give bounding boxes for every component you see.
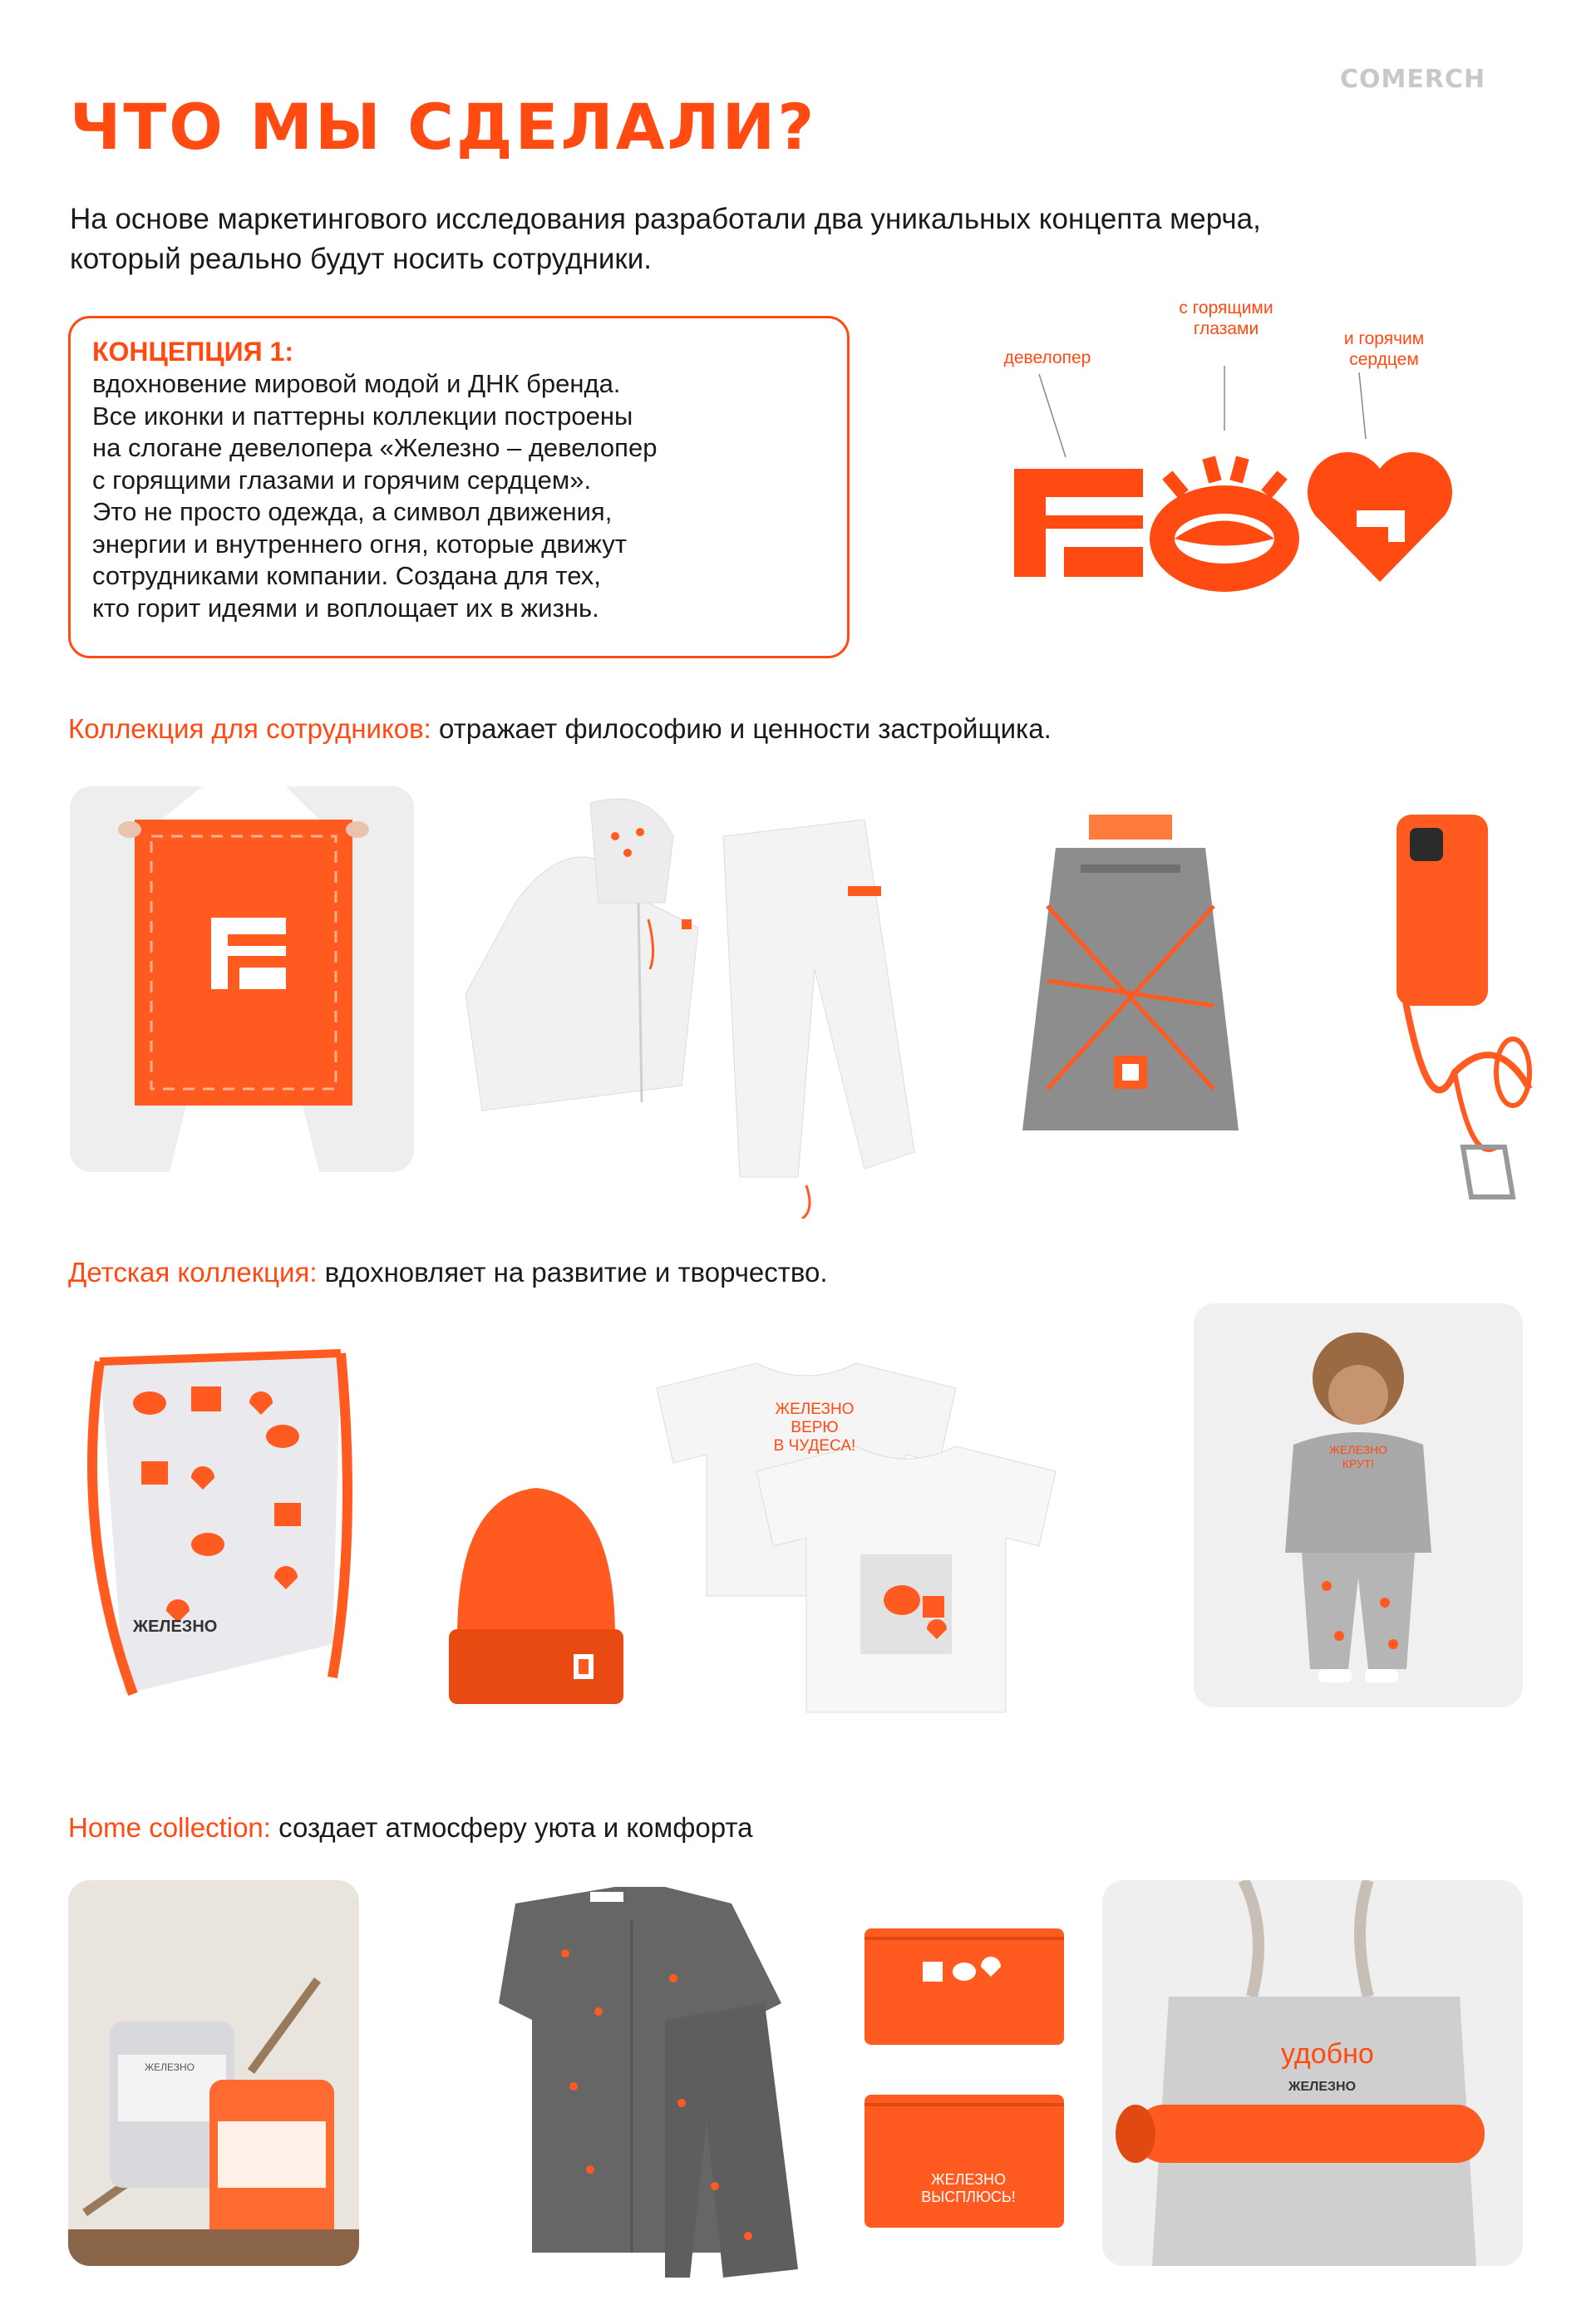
pouch-print-line: ЖЕЛЕЗНО (931, 2171, 1006, 2188)
pouch-print-text (898, 2171, 1039, 2206)
concept-line: Все иконки и паттерны коллекции построены (92, 401, 633, 431)
tote-print-text: удобно (1281, 2038, 1374, 2070)
eyes-label-line: глазами (1193, 319, 1259, 338)
concept-line: Это не просто одежда, а символ движения, (92, 497, 613, 526)
tshirt-print-line: ВЕРЮ (791, 1419, 839, 1436)
candle-label: ЖЕЛЕЗНО (145, 2061, 195, 2073)
concept-line: с горящими глазами и горячим сердцем». (92, 465, 592, 495)
intro-text (70, 199, 1533, 279)
pouch-print-line: ВЫСПЛЮСЬ! (921, 2189, 1016, 2205)
hoodie-print-text (1317, 1443, 1400, 1471)
section-employees-text: отражает философию и ценности застройщика. (431, 713, 1052, 744)
concept-line: сотрудниками компании. Создана для тех, (92, 561, 601, 590)
section-home-text: создает атмосферу уюта и комфорта (270, 1812, 753, 1843)
backpack-photo (998, 815, 1264, 1164)
concept-line: энергии и внутреннего огня, которые движут (92, 529, 627, 559)
pouches-photo (856, 1904, 1081, 2261)
page-title: ЧТО МЫ СДЕЛАЛИ? (70, 90, 817, 164)
phone-case-photo (1330, 798, 1563, 1214)
tote-bag-photo (1102, 1880, 1523, 2266)
concept-line: вдохновение мировой модой и ДНК бренда. (92, 369, 621, 398)
hot-heart-icon (1308, 452, 1452, 582)
concept-title: КОНЦЕПЦИЯ 1: (92, 337, 293, 367)
concept-line: на слогане девелопера «Железно – девелопер (92, 433, 658, 462)
beanie-photo (432, 1480, 640, 1712)
section-kids (68, 1257, 828, 1288)
tshirts-photo (640, 1347, 1114, 1729)
pajamas-photo (466, 1887, 823, 2278)
leader-line (1039, 374, 1066, 457)
section-home-lead: Home collection: (68, 1812, 271, 1843)
scarf-photo (70, 786, 414, 1172)
candles-photo (68, 1880, 359, 2266)
intro-line-2: который реально будут носить сотрудники. (70, 243, 653, 275)
section-employees (68, 713, 1052, 745)
tracksuit-photo (449, 786, 931, 1219)
burning-eyes-icon (1150, 456, 1299, 592)
kid-hoodie-photo (1194, 1303, 1523, 1707)
tote-brand-text: ЖЕЛЕЗНО (1288, 2080, 1357, 2094)
brand-icons (981, 332, 1480, 598)
intro-line-1: На основе маркетингового исследования разработали два уникальных концепта мерча, (70, 203, 1261, 235)
section-employees-lead: Коллекция для сотрудников: (68, 713, 431, 744)
drawstring-bag-photo (66, 1328, 366, 1711)
heart-label-line: и горячим (1343, 329, 1425, 348)
eyes-label-line: с горящими (1179, 298, 1273, 318)
section-kids-text: вдохновляет на развитие и творчество. (317, 1257, 828, 1288)
tshirt-print-text (756, 1401, 873, 1455)
tshirt-print-line: ЖЕЛЕЗНО (775, 1401, 855, 1418)
developer-label: девелопер (1003, 348, 1091, 367)
heart-label-line: сердцем (1349, 350, 1419, 369)
comerch-logo: COMERCH (1340, 65, 1486, 94)
section-home (68, 1812, 752, 1844)
hoodie-print-line: ЖЕЛЕЗНО (1329, 1443, 1387, 1456)
concept-line: кто горит идеями и воплощает их в жизнь. (92, 593, 599, 623)
leader-line (1359, 372, 1366, 439)
tshirt-print-line: В ЧУДЕСА! (773, 1437, 856, 1455)
hoodie-print-line: КРУТ! (1342, 1457, 1375, 1470)
section-kids-lead: Детская коллекция: (68, 1257, 318, 1288)
developer-g-icon (1014, 469, 1145, 577)
concept-box (68, 316, 850, 658)
bag-print-text: ЖЕЛЕЗНО (133, 1618, 218, 1636)
